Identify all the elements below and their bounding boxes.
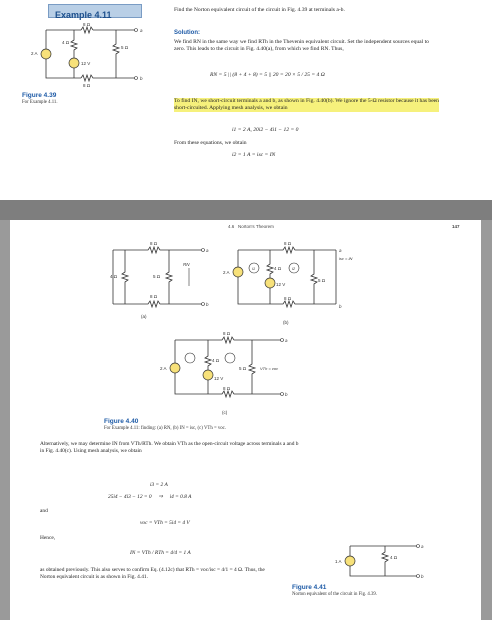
norton-resistor-label: 4 Ω — [390, 555, 398, 560]
solution-heading: Solution: — [174, 30, 200, 36]
figure-4-39-title: Figure 4.39 — [22, 92, 57, 99]
figure-4-40c-circuit — [160, 330, 310, 420]
c-r4-label: 4 Ω — [212, 358, 220, 363]
a-r8-bottom-label: 8 Ω — [150, 294, 158, 299]
figure-4-40a-circuit — [103, 238, 215, 322]
figure-4-39-caption: For Example 4.11. — [22, 100, 58, 105]
c-r8-top-label: 8 Ω — [223, 331, 231, 336]
page-separator — [0, 200, 492, 220]
resistor-8-label: 8 Ω — [83, 22, 91, 27]
node-b-label: b — [140, 76, 143, 81]
alt-eq-i3: i3 = 2 A — [150, 482, 168, 488]
right-margin — [481, 220, 492, 620]
norton-node-a: a — [421, 544, 424, 549]
a-node-a: a — [206, 248, 209, 253]
equation-in: i2 = 1 A = isc = IN — [232, 152, 276, 158]
solution-paragraph-1: We find RN in the same way we find RTh in the Thevenin equivalent circuit. Set the independent sources equal to zero. This leads to the circuit in Fig. 4.40(a), from which we find RN. Thus, — [174, 39, 429, 53]
b-i1-label: i1 — [252, 266, 256, 271]
c-voltage-source-icon — [203, 370, 213, 380]
alt-eq-mesh: 25i4 − 4i3 − 12 = 0 ⇒ i4 = 0.8 A — [108, 494, 192, 500]
c-node-b: b — [285, 392, 288, 397]
a-r8-top-label: 8 Ω — [150, 241, 158, 246]
figure-4-41-caption: Norton equivalent of the circuit in Fig. 4.39. — [292, 592, 377, 597]
alt-paragraph-2: as obtained previously. This also serves to confirm Eq. (4.12c) that RTh = voc/isc = 4/1 = 4 Ω. Thus, the Norton equivalent circuit is as shown in Fig. 4.41. — [40, 567, 265, 581]
problem-statement: Find the Norton equivalent circuit of the circuit in Fig. 4.39 at terminals a-b. — [174, 7, 345, 13]
solution-paragraph-2-highlighted: To find IN, we short-circuit terminals a and b, as shown in Fig. 4.40(b). We ignore the 5-Ω resistor because it has been short-circuited. Applying mesh analysis, we obtain — [174, 98, 439, 112]
b-voltage-source-icon — [265, 278, 275, 288]
norton-source-icon — [345, 556, 355, 566]
b-node-b: b — [339, 304, 342, 309]
b-12v-label: 12 V — [276, 282, 286, 287]
alt-and: and — [40, 508, 48, 514]
c-2a-label: 2 A — [160, 366, 167, 371]
solution-paragraph-3: From these equations, we obtain — [174, 140, 247, 146]
b-current-source-icon — [233, 267, 243, 277]
example-label: Example 4.11 — [48, 4, 142, 18]
b-isc-label: isc = IN — [339, 256, 353, 261]
node-a-label: a — [140, 28, 143, 33]
a-node-b: b — [206, 302, 209, 307]
b-2a-label: 2 A — [223, 270, 230, 275]
figure-4-40b-circuit — [218, 238, 358, 328]
c-mesh-i3-icon — [185, 353, 195, 363]
alt-hence: Hence, — [40, 535, 56, 541]
alt-eq-voc: voc = VTh = 5i4 = 4 V — [140, 520, 190, 526]
norton-source-label: 1 A — [335, 559, 342, 564]
resistor-5-label: 5 Ω — [121, 45, 129, 50]
figure-4-40-caption: For Example 4.11: finding: (a) RN, (b) IN = isc, (c) VTh = voc. — [104, 426, 226, 431]
label-c: (c) — [222, 410, 228, 415]
b-node-a: a — [339, 248, 342, 253]
figure-4-40-title: Figure 4.40 — [104, 418, 139, 425]
left-margin — [0, 220, 10, 620]
c-current-source-icon — [170, 363, 180, 373]
figure-4-41-title: Figure 4.41 — [292, 584, 327, 591]
a-r5-label: 5 Ω — [153, 274, 161, 279]
page-header: 4.6 Norton's Theorem — [228, 224, 274, 229]
label-b: (b) — [283, 320, 289, 325]
alt-eq-in: IN = VTh / RTh = 4/4 = 1 A — [130, 550, 191, 556]
b-r5-label: 5 Ω — [318, 278, 326, 283]
b-r8-bottom-label: 8 Ω — [284, 296, 292, 301]
label-a: (a) — [141, 314, 147, 319]
voltage-source-label: 12 V — [81, 61, 91, 66]
a-r4-label: 4 Ω — [110, 274, 118, 279]
c-mesh-i4-icon — [225, 353, 235, 363]
current-source-icon — [41, 49, 51, 59]
b-r4-label: 4 Ω — [274, 266, 282, 271]
c-12v-label: 12 V — [214, 376, 224, 381]
a-rn-label: RN — [183, 262, 190, 267]
resistor-8b-label: 8 Ω — [83, 83, 91, 88]
figure-4-41-circuit — [330, 538, 440, 583]
norton-node-b: b — [421, 574, 424, 579]
page-number: 147 — [452, 224, 460, 229]
c-node-a: a — [285, 338, 288, 343]
c-r5-label: 5 Ω — [239, 366, 247, 371]
alt-paragraph-1: Alternatively, we may determine IN from VTh/RTh. We obtain VTh as the open-circuit voltage across terminals a and b in Fig. 4.40(c). Using mesh analysis, we obtain — [40, 441, 299, 455]
figure-4-39-circuit — [26, 22, 156, 92]
current-source-label: 2 A — [31, 51, 38, 56]
equation-mesh: i1 = 2 A, 20i2 − 4i1 − 12 = 0 — [232, 127, 299, 133]
c-vth-label: VTh = voc — [260, 366, 279, 371]
b-i2-label: i2 — [292, 266, 296, 271]
resistor-4-label: 4 Ω — [62, 40, 70, 45]
equation-rn: RN = 5 || (8 + 4 + 8) = 5 || 20 = 20 × 5 / 25 = 4 Ω — [210, 72, 325, 78]
b-r8-top-label: 8 Ω — [284, 241, 292, 246]
voltage-source-icon — [69, 58, 79, 68]
c-r8-bottom-label: 8 Ω — [223, 386, 231, 391]
